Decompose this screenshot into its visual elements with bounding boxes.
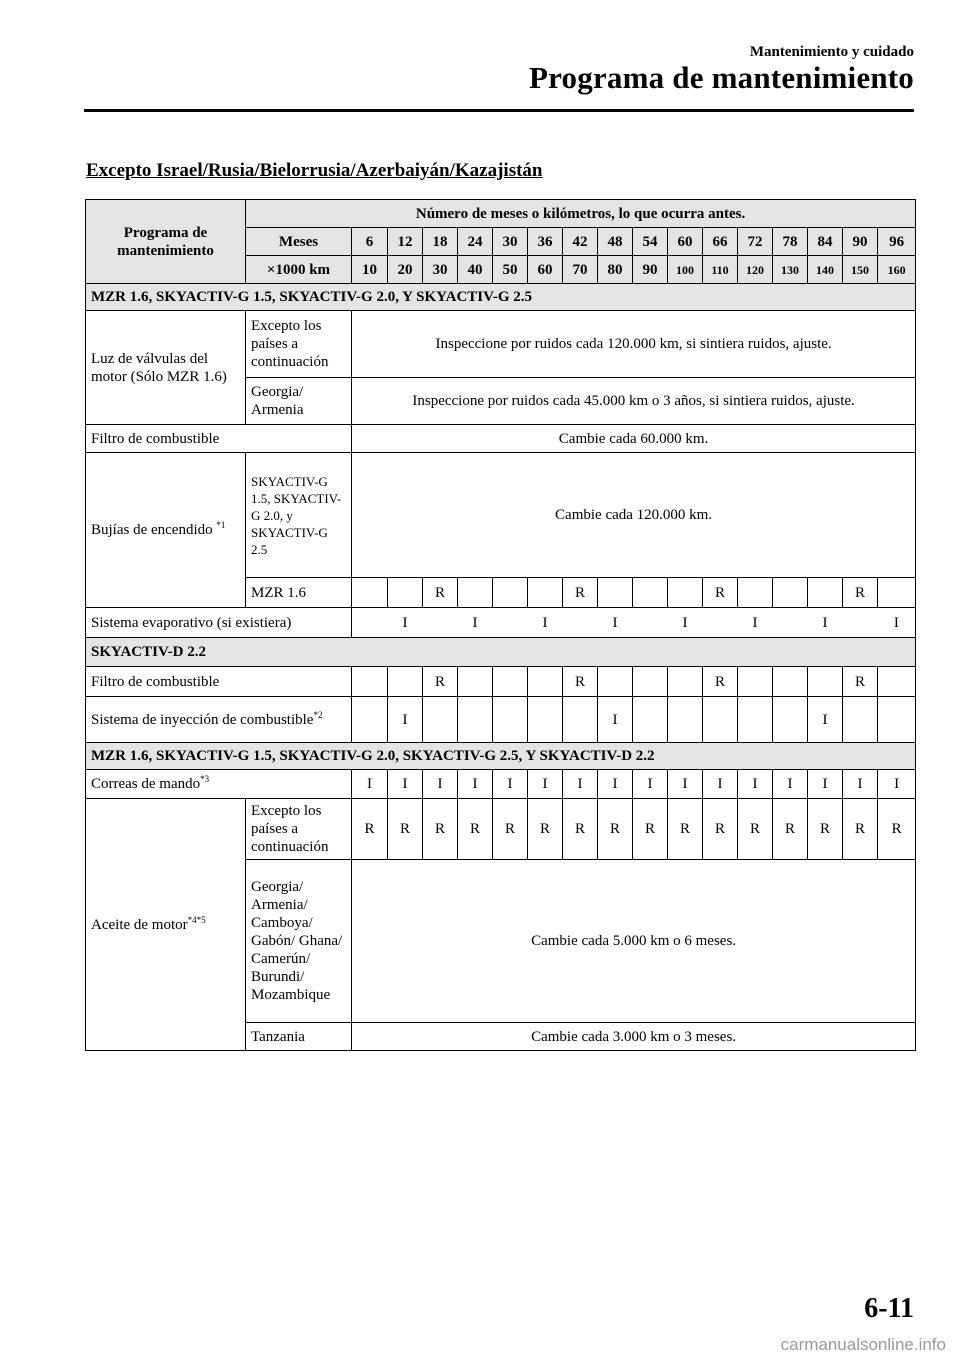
schedule-cell (528, 697, 563, 743)
schedule-cell (668, 697, 703, 743)
months-cell: 36 (528, 228, 563, 256)
table-row (86, 453, 916, 578)
footnote-ref: *4*5 (187, 914, 206, 925)
km-cell: 30 (423, 256, 458, 284)
schedule-cell: I (563, 770, 598, 799)
schedule-cell: R (458, 799, 493, 860)
schedule-cell: I (493, 770, 528, 799)
interval-header: Número de meses o kilómetros, lo que ocurra antes. (246, 200, 916, 228)
schedule-cell (352, 608, 388, 638)
schedule-cell: R (528, 799, 563, 860)
schedule-cell: I (458, 770, 493, 799)
section-title: Excepto Israel/Rusia/Bielorrusia/Azerbaiyán/Kazajistán (86, 160, 543, 181)
schedule-cell (493, 667, 528, 697)
schedule-cell (352, 578, 388, 608)
km-cell: 20 (388, 256, 423, 284)
months-cell: 42 (563, 228, 598, 256)
schedule-cell (598, 667, 633, 697)
schedule-cell: I (352, 770, 388, 799)
schedule-cell (668, 578, 703, 608)
schedule-cell: I (528, 608, 563, 638)
schedule-cell: R (352, 799, 388, 860)
footnote-ref: *3 (200, 774, 210, 784)
months-cell: 6 (352, 228, 388, 256)
schedule-cell: R (843, 578, 878, 608)
schedule-cell (528, 667, 563, 697)
schedule-cell (773, 667, 808, 697)
belt-item: Correas de mando$^{*3}$ (86, 770, 352, 799)
schedule-cell: I (668, 770, 703, 799)
km-cell: 10 (352, 256, 388, 284)
schedule-cell (773, 697, 808, 743)
km-cell: 80 (598, 256, 633, 284)
schedule-cell: I (878, 608, 916, 638)
km-cell: 110 (703, 256, 738, 284)
valve-item: Luz de válvulas del motor (Sólo MZR 1.6) (86, 311, 246, 425)
months-cell: 96 (878, 228, 916, 256)
schedule-cell (493, 608, 528, 638)
engine-oil-instruction: Cambie cada 3.000 km o 3 meses. (352, 1023, 916, 1051)
months-cell: 24 (458, 228, 493, 256)
months-cell: 30 (493, 228, 528, 256)
schedule-cell (878, 697, 916, 743)
table-row (86, 770, 916, 799)
km-cell: 130 (773, 256, 808, 284)
schedule-cell: R (388, 799, 423, 860)
engine-oil-instruction: Cambie cada 5.000 km o 6 meses. (352, 860, 916, 1023)
footnote-ref: *1 (216, 520, 226, 530)
km-cell: 160 (878, 256, 916, 284)
schedule-cell (528, 578, 563, 608)
months-cell: 72 (738, 228, 773, 256)
group-heading-all: MZR 1.6, SKYACTIV-G 1.5, SKYACTIV-G 2.0, SKYACTIV-G 2.5, Y SKYACTIV-D 2.2 (86, 743, 916, 770)
group-heading-gasoline: MZR 1.6, SKYACTIV-G 1.5, SKYACTIV-G 2.0, Y SKYACTIV-G 2.5 (86, 284, 916, 311)
schedule-cell: R (703, 667, 738, 697)
schedule-cell (808, 667, 843, 697)
corner-header: Programa de mantenimiento (86, 200, 246, 284)
schedule-cell: R (563, 578, 598, 608)
spark-plug-condition: SKYACTIV-G 1.5, SKYACTIV-G 2.0, y SKYACTIV-G 2.5 (246, 453, 352, 578)
evap-item: Sistema evaporativo (si existiera) (86, 608, 352, 638)
maintenance-schedule-table (85, 199, 916, 1051)
schedule-cell (458, 578, 493, 608)
fuel-filter-item: Filtro de combustible (86, 667, 352, 697)
group-row (86, 638, 916, 667)
months-cell: 90 (843, 228, 878, 256)
spark-plug-instruction: Cambie cada 120.000 km. (352, 453, 916, 578)
schedule-cell: R (563, 799, 598, 860)
schedule-cell: I (388, 770, 423, 799)
schedule-cell (703, 608, 738, 638)
km-cell: 50 (493, 256, 528, 284)
schedule-cell: R (843, 667, 878, 697)
chapter-label: Mantenimiento y cuidado (749, 44, 914, 60)
page-number: 6-11 (864, 1293, 914, 1324)
schedule-cell (843, 697, 878, 743)
schedule-cell: R (703, 578, 738, 608)
valve-instruction: Inspeccione por ruidos cada 45.000 km o 3 años, si sintiera ruidos, ajuste. (352, 378, 916, 425)
km-cell: 40 (458, 256, 493, 284)
table-row (86, 799, 916, 860)
schedule-cell (738, 578, 773, 608)
schedule-cell (563, 697, 598, 743)
schedule-cell: I (388, 608, 423, 638)
schedule-cell: I (598, 697, 633, 743)
schedule-cell: I (598, 770, 633, 799)
schedule-cell: R (563, 667, 598, 697)
table-row (86, 608, 916, 638)
schedule-cell (493, 697, 528, 743)
schedule-cell (633, 697, 668, 743)
schedule-cell: R (878, 799, 916, 860)
schedule-cell: R (808, 799, 843, 860)
schedule-cell: R (423, 799, 458, 860)
table-row (86, 311, 916, 378)
months-cell: 48 (598, 228, 633, 256)
schedule-cell: R (633, 799, 668, 860)
schedule-cell: R (738, 799, 773, 860)
km-cell: 100 (668, 256, 703, 284)
km-cell: 90 (633, 256, 668, 284)
months-cell: 66 (703, 228, 738, 256)
schedule-cell (352, 697, 388, 743)
schedule-cell: I (843, 770, 878, 799)
fuel-filter-item: Filtro de combustible (86, 425, 352, 453)
schedule-cell (423, 608, 458, 638)
schedule-cell: R (423, 667, 458, 697)
schedule-cell: R (423, 578, 458, 608)
table-row (86, 697, 916, 743)
watermark: carmanualsonline.info (780, 1335, 946, 1354)
schedule-cell (878, 578, 916, 608)
schedule-cell: R (703, 799, 738, 860)
schedule-cell (458, 667, 493, 697)
engine-oil-condition: Tanzania (246, 1023, 352, 1051)
km-cell: 60 (528, 256, 563, 284)
schedule-cell (633, 608, 668, 638)
schedule-cell (703, 697, 738, 743)
schedule-cell: R (598, 799, 633, 860)
schedule-cell: R (493, 799, 528, 860)
km-cell: 150 (843, 256, 878, 284)
group-heading-diesel: SKYACTIV-D 2.2 (86, 638, 916, 667)
spark-plug-condition: MZR 1.6 (246, 578, 352, 608)
engine-oil-condition: Georgia/ Armenia/ Camboya/ Gabón/ Ghana/ Camerún/ Burundi/ Mozambique (246, 860, 352, 1023)
schedule-cell (458, 697, 493, 743)
schedule-cell (388, 578, 423, 608)
months-cell: 78 (773, 228, 808, 256)
schedule-cell (843, 608, 878, 638)
schedule-cell (668, 667, 703, 697)
schedule-cell: I (388, 697, 423, 743)
schedule-cell: I (598, 608, 633, 638)
months-label: Meses (246, 228, 352, 256)
schedule-cell: I (528, 770, 563, 799)
schedule-cell: I (738, 608, 773, 638)
header-row-top (86, 200, 916, 228)
schedule-cell (388, 667, 423, 697)
schedule-cell (773, 578, 808, 608)
months-cell: 18 (423, 228, 458, 256)
schedule-cell (738, 697, 773, 743)
months-cell: 84 (808, 228, 843, 256)
valve-condition: Georgia/ Armenia (246, 378, 352, 425)
schedule-cell (878, 667, 916, 697)
months-cell: 54 (633, 228, 668, 256)
schedule-cell: I (633, 770, 668, 799)
schedule-cell (738, 667, 773, 697)
schedule-cell: I (458, 608, 493, 638)
footnote-ref: *2 (313, 709, 323, 720)
valve-instruction: Inspeccione por ruidos cada 120.000 km, si sintiera ruidos, ajuste. (352, 311, 916, 378)
group-row (86, 743, 916, 770)
schedule-cell: I (668, 608, 703, 638)
schedule-cell: R (773, 799, 808, 860)
injection-item: Sistema de inyección de combustible$^{*2}$ (86, 697, 352, 743)
table-row (86, 425, 916, 453)
schedule-cell (423, 697, 458, 743)
km-cell: 120 (738, 256, 773, 284)
schedule-cell (808, 578, 843, 608)
months-cell: 12 (388, 228, 423, 256)
engine-oil-condition: Excepto los países a continuación (246, 799, 352, 860)
months-cell: 60 (668, 228, 703, 256)
schedule-cell: I (808, 608, 843, 638)
schedule-cell (633, 667, 668, 697)
page-title: Programa de mantenimiento (529, 60, 914, 95)
schedule-cell: I (808, 770, 843, 799)
schedule-cell: R (843, 799, 878, 860)
schedule-cell: I (808, 697, 843, 743)
schedule-cell (352, 667, 388, 697)
fuel-filter-instruction: Cambie cada 60.000 km. (352, 425, 916, 453)
schedule-cell (633, 578, 668, 608)
header-divider (84, 109, 914, 112)
km-cell: 140 (808, 256, 843, 284)
schedule-cell: I (738, 770, 773, 799)
schedule-cell (563, 608, 598, 638)
table-row (86, 667, 916, 697)
km-label: ×1000 km (246, 256, 352, 284)
valve-condition: Excepto los países a continuación (246, 311, 352, 378)
spark-plug-item: Bujías de encendido $^{*1}$ (86, 453, 246, 608)
schedule-cell: I (703, 770, 738, 799)
schedule-cell (598, 578, 633, 608)
engine-oil-item: Aceite de motor$^{*4*5}$ (86, 799, 246, 1051)
schedule-cell: I (423, 770, 458, 799)
schedule-cell: I (773, 770, 808, 799)
schedule-cell (773, 608, 808, 638)
km-cell: 70 (563, 256, 598, 284)
schedule-cell: I (878, 770, 916, 799)
schedule-cell: R (668, 799, 703, 860)
schedule-cell (493, 578, 528, 608)
group-row (86, 284, 916, 311)
